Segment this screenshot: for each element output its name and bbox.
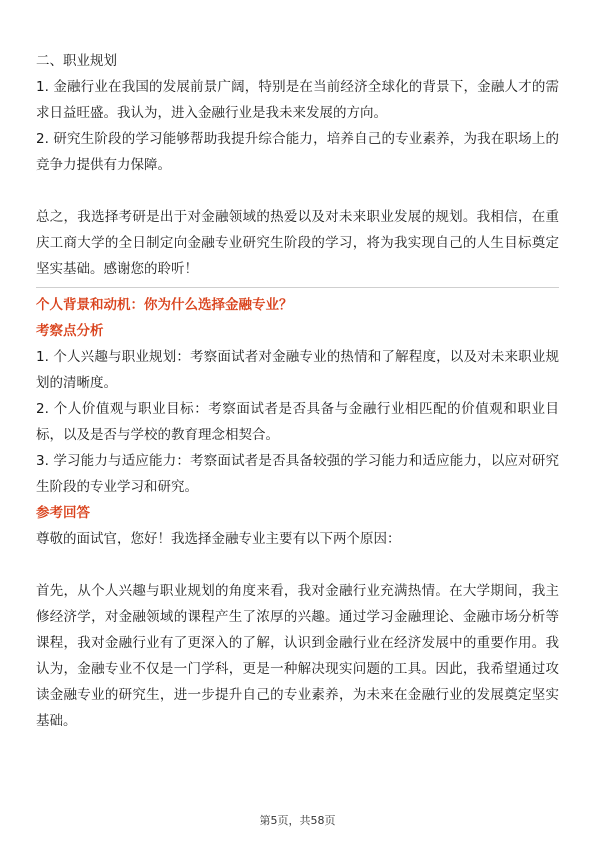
answer-first-reason: 首先，从个人兴趣与职业规划的角度来看，我对金融行业充满热情。在大学期间，我主修经济学，对金融领域的课程产生了浓厚的兴趣。通过学习金融理论、金融市场分析等课程，我对金融行业有了更深入的了解，认识到金融行业在经济发展中的重要作用。我认为，金融专业不仅是一门学科，更是一种解决现实问题的工具。因此，我希望通过攻读金融专业的研究生，进一步提升自己的专业素养，为未来在金融行业的发展奠定坚实基础。 bbox=[36, 583, 559, 729]
conclusion-paragraph: 总之，我选择考研是出于对金融领域的热爱以及对未来职业发展的规划。我相信，在重庆工商大学的全日制定向金融专业研究生阶段的学习，将为我实现自己的人生目标奠定坚实基础。感谢您的聆听！ bbox=[36, 209, 559, 277]
career-plan-item-2: 2. 研究生阶段的学习能够帮助我提升综合能力，培养自己的专业素养，为我在职场上的竞争力提供有力保障。 bbox=[36, 131, 559, 173]
question-title: 个人背景和动机：你为什么选择金融专业？ bbox=[36, 297, 293, 313]
blank-line bbox=[36, 178, 559, 204]
analysis-item-3: 3. 学习能力与适应能力：考察面试者是否具备较强的学习能力和适应能力，以应对研究生阶段的专业学习和研究。 bbox=[36, 453, 559, 495]
document-page bbox=[36, 48, 559, 734]
blank-line bbox=[36, 552, 559, 578]
career-plan-item-1: 1. 金融行业在我国的发展前景广阔，特别是在当前经济全球化的背景下，金融人才的需求日益旺盛。我认为，进入金融行业是我未来发展的方向。 bbox=[36, 79, 559, 121]
analysis-item-2: 2. 个人价值观与职业目标：考察面试者是否具备与金融行业相匹配的价值观和职业目标，以及是否与学校的教育理念相契合。 bbox=[36, 401, 559, 443]
section-divider bbox=[36, 287, 559, 288]
analysis-heading: 考察点分析 bbox=[36, 323, 104, 339]
answer-greeting: 尊敬的面试官，您好！我选择金融专业主要有以下两个原因： bbox=[36, 531, 401, 547]
section-heading-career-plan: 二、职业规划 bbox=[36, 53, 117, 69]
analysis-item-1: 1. 个人兴趣与职业规划：考察面试者对金融专业的热情和了解程度，以及对未来职业规划的清晰度。 bbox=[36, 349, 559, 391]
answer-heading: 参考回答 bbox=[36, 505, 90, 521]
page-footer: 第5页，共58页 bbox=[259, 814, 336, 827]
